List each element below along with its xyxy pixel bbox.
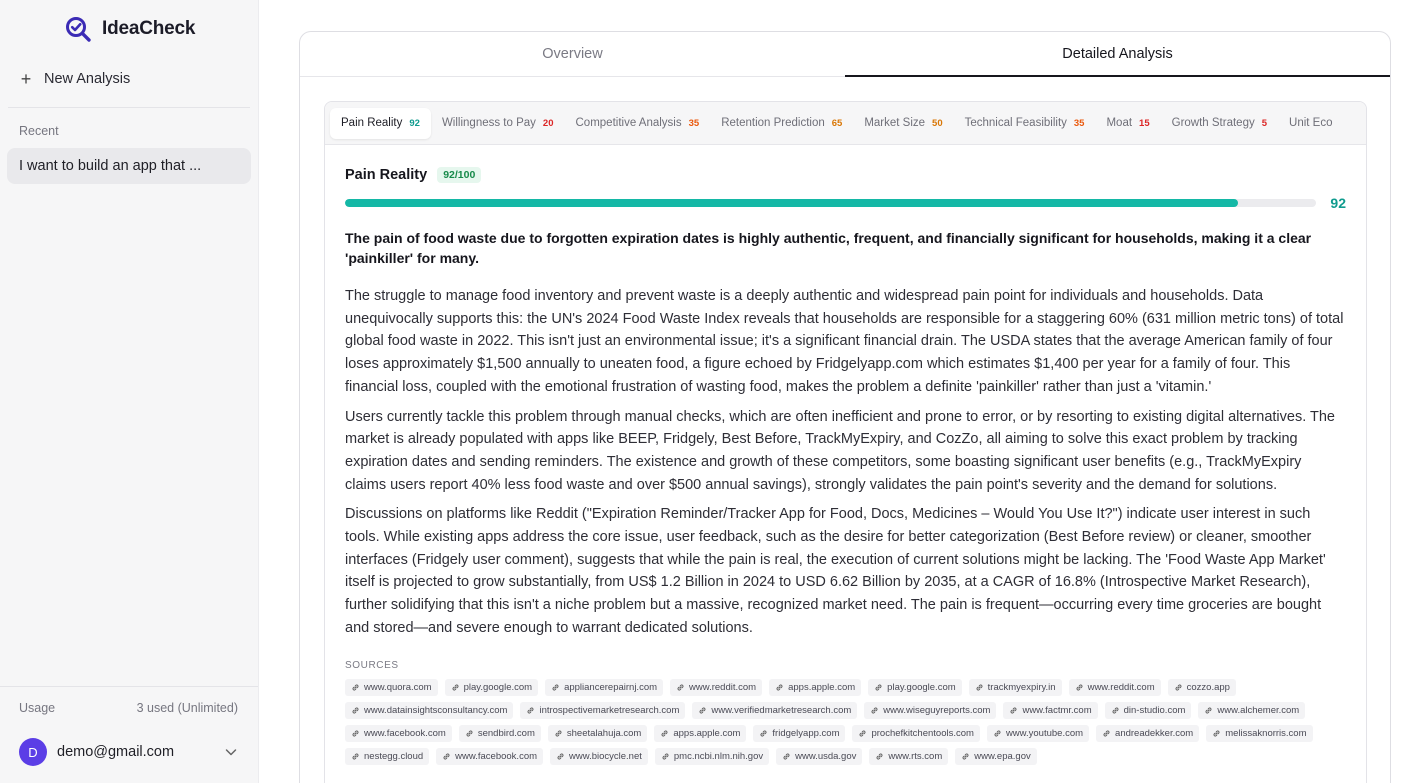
source-domain: din-studio.com xyxy=(1123,704,1186,716)
source-link[interactable] xyxy=(445,679,538,696)
link-icon xyxy=(1075,683,1084,692)
source-domain: appliancerepairnj.com xyxy=(564,681,658,693)
link-icon xyxy=(870,706,879,715)
sub-tab-growth-strategy[interactable] xyxy=(1161,108,1278,139)
sub-tabs xyxy=(325,102,1366,145)
chevron-down-icon xyxy=(224,745,238,759)
source-domain: melissaknorris.com xyxy=(1225,727,1307,739)
source-domain: www.facebook.com xyxy=(455,750,538,762)
score-bar-row xyxy=(345,194,1346,212)
tab-detailed-analysis[interactable]: Detailed Analysis xyxy=(845,32,1390,76)
source-link[interactable] xyxy=(776,748,862,765)
section-header xyxy=(345,165,1346,185)
link-icon xyxy=(451,683,460,692)
main-tabs xyxy=(300,32,1390,77)
user-menu[interactable] xyxy=(19,737,238,767)
link-icon xyxy=(993,729,1002,738)
link-icon xyxy=(1212,729,1221,738)
link-icon xyxy=(351,729,360,738)
recent-label: Recent xyxy=(19,124,59,138)
sub-tab-score: 65 xyxy=(831,117,843,129)
section-title: Pain Reality xyxy=(345,167,428,183)
link-icon xyxy=(975,683,984,692)
sub-tab-pain-reality[interactable] xyxy=(330,108,431,139)
score-bar xyxy=(345,199,1316,207)
link-icon xyxy=(1009,706,1018,715)
link-icon xyxy=(1111,706,1120,715)
link-icon xyxy=(759,729,768,738)
source-domain: www.epa.gov xyxy=(974,750,1031,762)
source-domain: www.rts.com xyxy=(888,750,943,762)
source-link[interactable] xyxy=(1198,702,1305,719)
analysis-paragraph: The struggle to manage food inventory and prevent waste is a deeply authentic and widespread pain point for individuals and households. Data unequivocally supports this: the UN's 2024 Food Waste Index reveals that households are responsible for a staggering 60% (631 million metric tons) of total global food waste in 2022. This isn't just an environmental issue; it's a significant financial drain. The USDA states that the average American family of four loses approximately $1,500 annually to uneaten food, a figure echoed by Fridgelyapp.com which estimates $1,400 per year for a family of four. This financial loss, coupled with the emotional frustration of wasting food, makes the problem a definite 'painkiller' rather than just a 'vitamin.' xyxy=(345,288,1344,395)
detail-panel xyxy=(324,101,1367,783)
brand-name: IdeaCheck xyxy=(102,18,196,39)
source-link[interactable] xyxy=(345,748,429,765)
source-domain: play.google.com xyxy=(887,681,956,693)
source-link[interactable] xyxy=(345,679,438,696)
score-value: 92 xyxy=(1330,195,1346,211)
link-icon xyxy=(961,752,970,761)
sub-tab-willingness-to-pay[interactable] xyxy=(431,108,565,139)
source-link[interactable] xyxy=(1168,679,1236,696)
sub-tab-score: 35 xyxy=(1073,117,1085,129)
source-link[interactable] xyxy=(852,725,979,742)
section-content xyxy=(345,165,1346,765)
source-link[interactable] xyxy=(545,679,663,696)
source-link[interactable] xyxy=(769,679,861,696)
source-link[interactable] xyxy=(548,725,647,742)
sub-tab-label: Technical Feasibility xyxy=(964,117,1067,129)
sub-tab-label: Pain Reality xyxy=(341,117,403,129)
sub-tab-label: Unit Eco xyxy=(1289,117,1333,129)
source-link[interactable] xyxy=(969,679,1062,696)
link-icon xyxy=(858,729,867,738)
sidebar-divider xyxy=(8,107,250,108)
source-domain: prochefkitchentools.com xyxy=(871,727,974,739)
source-domain: www.reddit.com xyxy=(689,681,757,693)
source-domain: introspectivemarketresearch.com xyxy=(539,704,680,716)
source-domain: www.datainsightsconsultancy.com xyxy=(364,704,508,716)
source-domain: sheetalahuja.com xyxy=(566,727,642,739)
sub-tab-retention-prediction[interactable] xyxy=(710,108,853,139)
source-link[interactable] xyxy=(864,702,996,719)
sub-tab-score: 35 xyxy=(688,117,700,129)
source-domain: www.wiseguyreports.com xyxy=(883,704,991,716)
sub-tab-label: Retention Prediction xyxy=(721,117,825,129)
source-domain: cozzo.app xyxy=(1186,681,1230,693)
link-icon xyxy=(526,706,535,715)
brand[interactable] xyxy=(64,14,195,44)
source-domain: andreadekker.com xyxy=(1115,727,1194,739)
source-link[interactable] xyxy=(692,702,857,719)
usage-value: 3 used (Unlimited) xyxy=(136,701,238,715)
sidebar-footer xyxy=(0,686,258,783)
source-link[interactable] xyxy=(655,748,769,765)
source-link[interactable] xyxy=(345,725,452,742)
sub-tab-score: 50 xyxy=(932,117,943,129)
source-link[interactable] xyxy=(345,702,513,719)
sub-tab-score: 20 xyxy=(542,117,554,129)
source-link[interactable] xyxy=(550,748,648,765)
analysis-paragraph: Discussions on platforms like Reddit ("Expiration Reminder/Tracker App for Food, Docs, Medicines – Would You Use It?") indicate user interest in such tools. While existing apps address the core issue, user feedback, such as the desire for better categorization (Best Before review) or cleaner, smoother interfaces (Fridgely user comment), suggests that while the pain is real, the execution of current solutions might be lacking. The 'Food Waste App Market' itself is projected to grow substantially, from US$ 1.2 Billion in 2024 to USD 6.62 Billion by 2035, at a CAGR of 16.8% (Introspective Market Research), further solidifying that this isn't a niche problem but a massive, recognized market need. The pain is frequent—occurring every time groceries are bought and stored—and severe enough to warrant dedicated solutions. xyxy=(345,506,1326,636)
sub-tab-label: Market Size xyxy=(864,117,926,129)
link-icon xyxy=(661,752,670,761)
sub-tab-label: Competitive Analysis xyxy=(575,117,682,129)
link-icon xyxy=(660,729,669,738)
source-link[interactable] xyxy=(1096,725,1199,742)
source-domain: www.quora.com xyxy=(364,681,432,693)
sub-tab-label: Willingness to Pay xyxy=(441,117,536,129)
sub-tab-label: Moat xyxy=(1106,117,1133,129)
link-icon xyxy=(875,752,884,761)
source-link[interactable] xyxy=(1003,702,1097,719)
link-icon xyxy=(1102,729,1111,738)
avatar: D xyxy=(19,738,47,766)
source-domain: sendbird.com xyxy=(477,727,535,739)
sub-tab-score: 15 xyxy=(1139,117,1150,129)
source-link[interactable] xyxy=(987,725,1089,742)
source-domain: www.facebook.com xyxy=(364,727,446,739)
link-icon xyxy=(874,683,883,692)
score-badge: 92/100 xyxy=(437,167,481,183)
source-domain: www.usda.gov xyxy=(795,750,857,762)
link-icon xyxy=(551,683,560,692)
sub-tab-score: 5 xyxy=(1261,117,1268,129)
logo-icon xyxy=(64,15,92,43)
recent-item[interactable]: I want to build an app that ... xyxy=(7,148,251,184)
new-analysis-button[interactable] xyxy=(18,66,242,92)
source-domain: trackmyexpiry.in xyxy=(987,681,1056,693)
source-link[interactable] xyxy=(1105,702,1192,719)
source-domain: www.verifiedmarketresearch.com xyxy=(711,704,852,716)
source-link[interactable] xyxy=(459,725,541,742)
source-domain: apps.apple.com xyxy=(673,727,741,739)
link-icon xyxy=(351,752,360,761)
link-icon xyxy=(1204,706,1213,715)
new-analysis-label: New Analysis xyxy=(44,71,131,87)
source-domain: play.google.com xyxy=(463,681,533,693)
source-link[interactable] xyxy=(654,725,746,742)
plus-icon: + xyxy=(20,69,32,89)
source-domain: fridgelyapp.com xyxy=(772,727,840,739)
usage-row xyxy=(19,701,238,715)
source-domain: www.youtube.com xyxy=(1005,727,1084,739)
source-link[interactable] xyxy=(753,725,845,742)
source-link[interactable] xyxy=(955,748,1037,765)
link-icon xyxy=(554,729,563,738)
source-domain: www.reddit.com xyxy=(1087,681,1155,693)
link-icon xyxy=(775,683,784,692)
link-icon xyxy=(351,706,360,715)
sub-tab-moat[interactable] xyxy=(1095,108,1160,139)
link-icon xyxy=(1174,683,1183,692)
source-link[interactable] xyxy=(1069,679,1161,696)
analysis-paragraph: Users currently tackle this problem through manual checks, which are often inefficient and prone to error, or by resorting to existing digital alternatives. The market is already populated with apps like BEEP, Fridgely, Best Before, TrackMyExpiry, and CozZo, all aiming to solve this exact problem by tracking expiration dates and sending reminders. The existence and growth of these competitors, some boasting significant user benefits (e.g., TrackMyExpiry claims users report 40% less food waste and over $500 annual savings), strongly validates the pain point's severity and the demand for solutions. xyxy=(345,408,1335,493)
source-domain: nestegg.cloud xyxy=(364,750,424,762)
link-icon xyxy=(465,729,474,738)
sub-tab-label: Growth Strategy xyxy=(1171,117,1255,129)
sidebar xyxy=(0,0,259,783)
source-domain: apps.apple.com xyxy=(788,681,856,693)
source-link[interactable] xyxy=(1206,725,1312,742)
link-icon xyxy=(782,752,791,761)
sub-tab-competitive-analysis[interactable] xyxy=(565,108,711,139)
source-link[interactable] xyxy=(520,702,685,719)
analysis-card xyxy=(299,31,1391,783)
sub-tab-market-size[interactable] xyxy=(853,108,953,139)
source-link[interactable] xyxy=(869,748,948,765)
link-icon xyxy=(351,683,360,692)
sources-list xyxy=(345,679,1346,765)
tab-overview[interactable]: Overview xyxy=(542,46,603,62)
source-domain: www.alchemer.com xyxy=(1217,704,1300,716)
score-bar-fill xyxy=(345,199,1238,207)
source-domain: www.factmr.com xyxy=(1022,704,1092,716)
source-domain: www.biocycle.net xyxy=(569,750,642,762)
user-email: demo@gmail.com xyxy=(57,744,175,760)
source-link[interactable] xyxy=(868,679,961,696)
sources-label: SOURCES xyxy=(345,659,399,671)
source-link[interactable] xyxy=(436,748,543,765)
link-icon xyxy=(442,752,451,761)
source-link[interactable] xyxy=(670,679,762,696)
link-icon xyxy=(556,752,565,761)
sub-tab-unit-eco[interactable] xyxy=(1278,108,1343,139)
link-icon xyxy=(676,683,685,692)
source-domain: pmc.ncbi.nlm.nih.gov xyxy=(673,750,764,762)
section-summary: The pain of food waste due to forgotten expiration dates is highly authentic, frequent, and financially significant for households, making it a clear 'painkiller' for many. xyxy=(345,230,1312,266)
sub-tab-technical-feasibility[interactable] xyxy=(954,108,1096,139)
sub-tab-score: 92 xyxy=(409,117,420,129)
usage-label: Usage xyxy=(19,701,56,715)
link-icon xyxy=(698,706,707,715)
